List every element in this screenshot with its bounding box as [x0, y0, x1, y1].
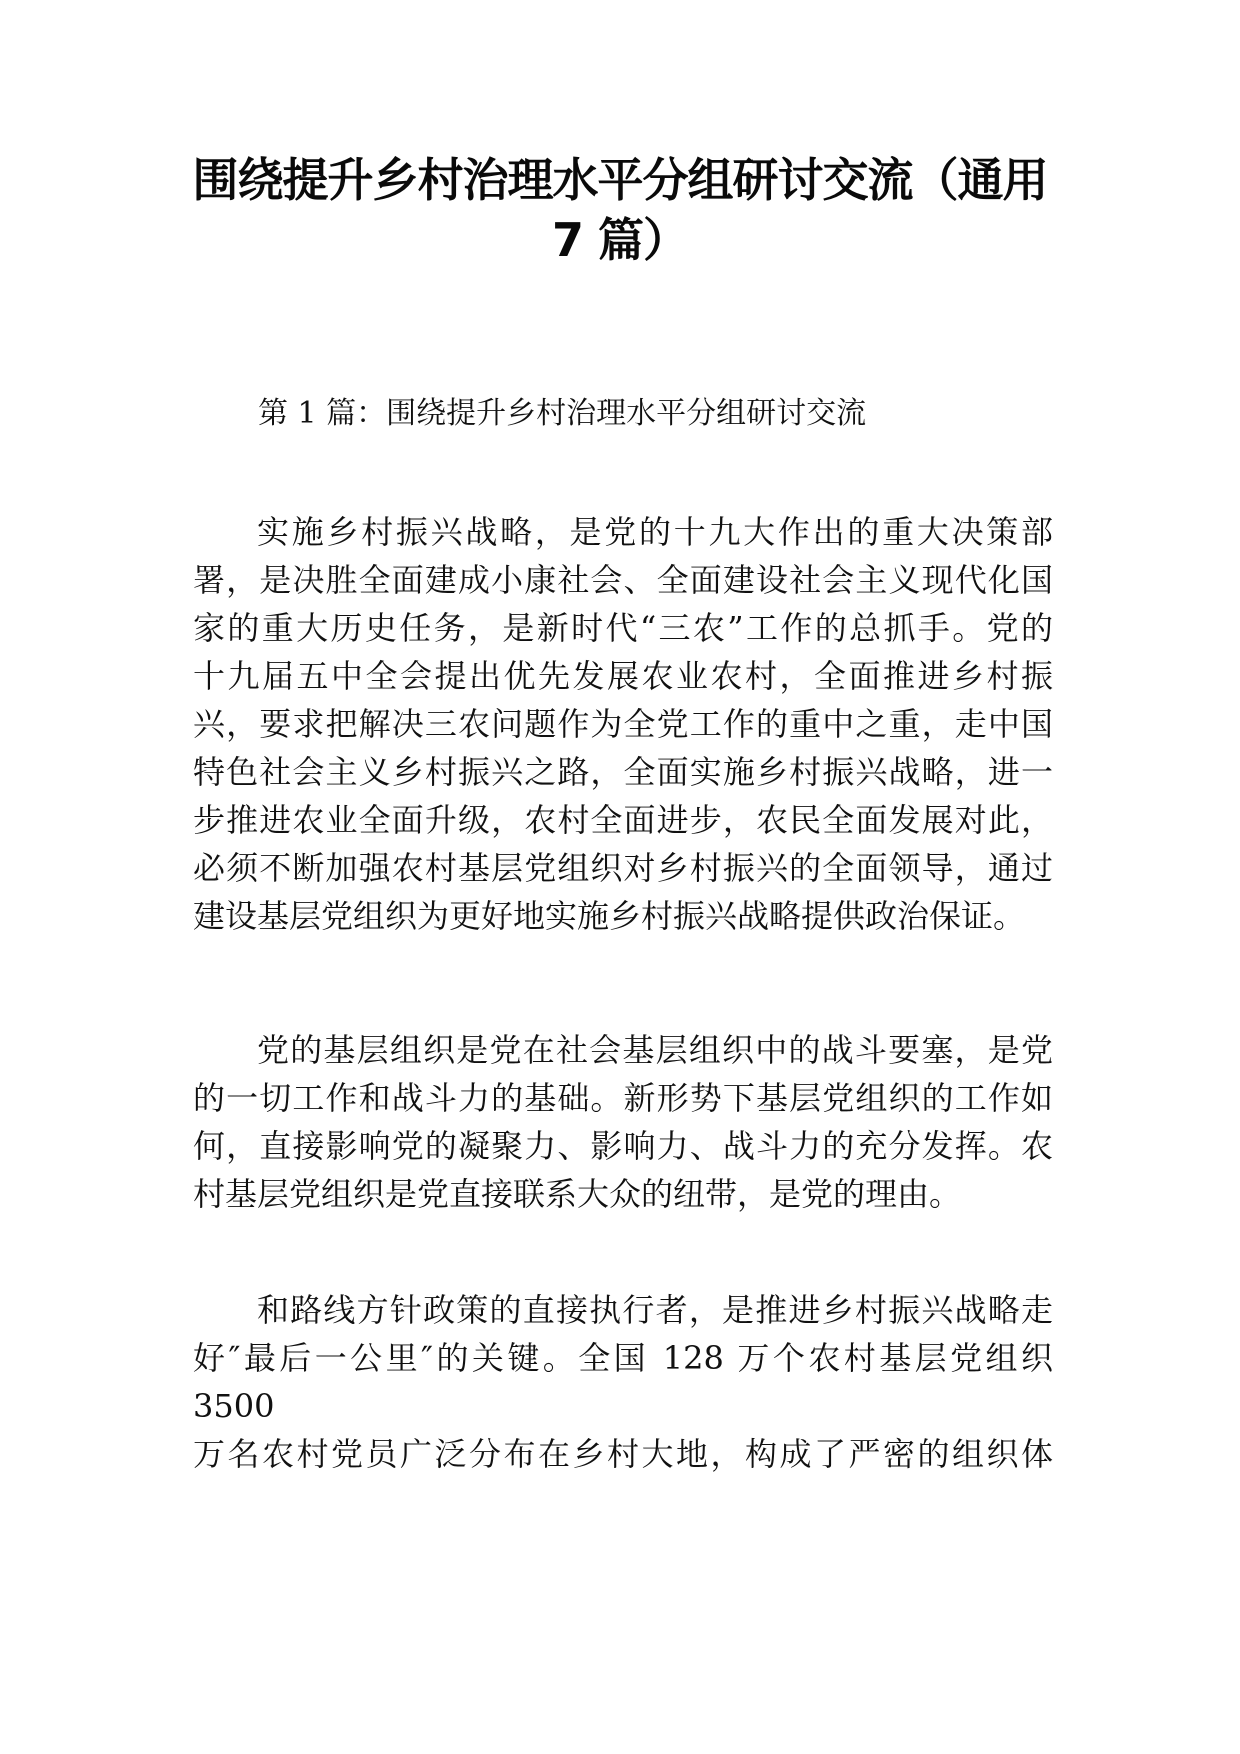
- paragraph-line: 特色社会主义乡村振兴之路，全面实施乡村振兴战略，进一: [193, 753, 1053, 791]
- paragraph-line: 实施乡村振兴战略，是党的十九大作出的重大决策部: [257, 513, 1053, 551]
- paragraph-line: 的一切工作和战斗力的基础。新形势下基层党组织的工作如: [193, 1079, 1053, 1117]
- paragraph-line: 兴，要求把解决三农问题作为全党工作的重中之重，走中国: [193, 705, 1053, 743]
- paragraph-line: 万名农村党员广泛分布在乡村大地，构成了严密的组织体: [193, 1435, 1053, 1473]
- document-title: [180, 150, 1060, 270]
- paragraph-line: 必须不断加强农村基层党组织对乡村振兴的全面领导，通过: [193, 849, 1053, 887]
- body-paragraph: [193, 1026, 1053, 1218]
- paragraph-line: 和路线方针政策的直接执行者，是推进乡村振兴战略走: [257, 1291, 1053, 1329]
- paragraph-line: 家的重大历史任务，是新时代“三农”工作的总抓手。党的: [193, 609, 1053, 647]
- section-heading: 第 1 篇：围绕提升乡村治理水平分组研讨交流: [258, 396, 867, 431]
- paragraph-line: 村基层党组织是党直接联系大众的纽带，是党的理由。: [193, 1175, 962, 1213]
- body-paragraph: [193, 508, 1053, 940]
- paragraph-line: 何，直接影响党的凝聚力、影响力、战斗力的充分发挥。农: [193, 1127, 1053, 1165]
- paragraph-line: 署，是决胜全面建成小康社会、全面建设社会主义现代化国: [193, 561, 1053, 599]
- body-paragraph: [193, 1286, 1053, 1478]
- paragraph-line: 好″最后一公里″的关键。全国 128 万个农村基层党组织: [193, 1339, 1053, 1377]
- paragraph-line: 十九届五中全会提出优先发展农业农村，全面推进乡村振: [193, 657, 1053, 695]
- document-title-line: 7 篇）: [551, 213, 689, 267]
- paragraph-line: 步推进农业全面升级，农村全面进步，农民全面发展对此，: [193, 801, 1053, 839]
- paragraph-line: 党的基层组织是党在社会基层组织中的战斗要塞，是党: [257, 1031, 1053, 1069]
- paragraph-line: 3500: [193, 1387, 275, 1425]
- paragraph-line: 建设基层党组织为更好地实施乡村振兴战略提供政治保证。: [193, 897, 1026, 935]
- document-title-line: 围绕提升乡村治理水平分组研讨交流（通用: [192, 153, 1048, 207]
